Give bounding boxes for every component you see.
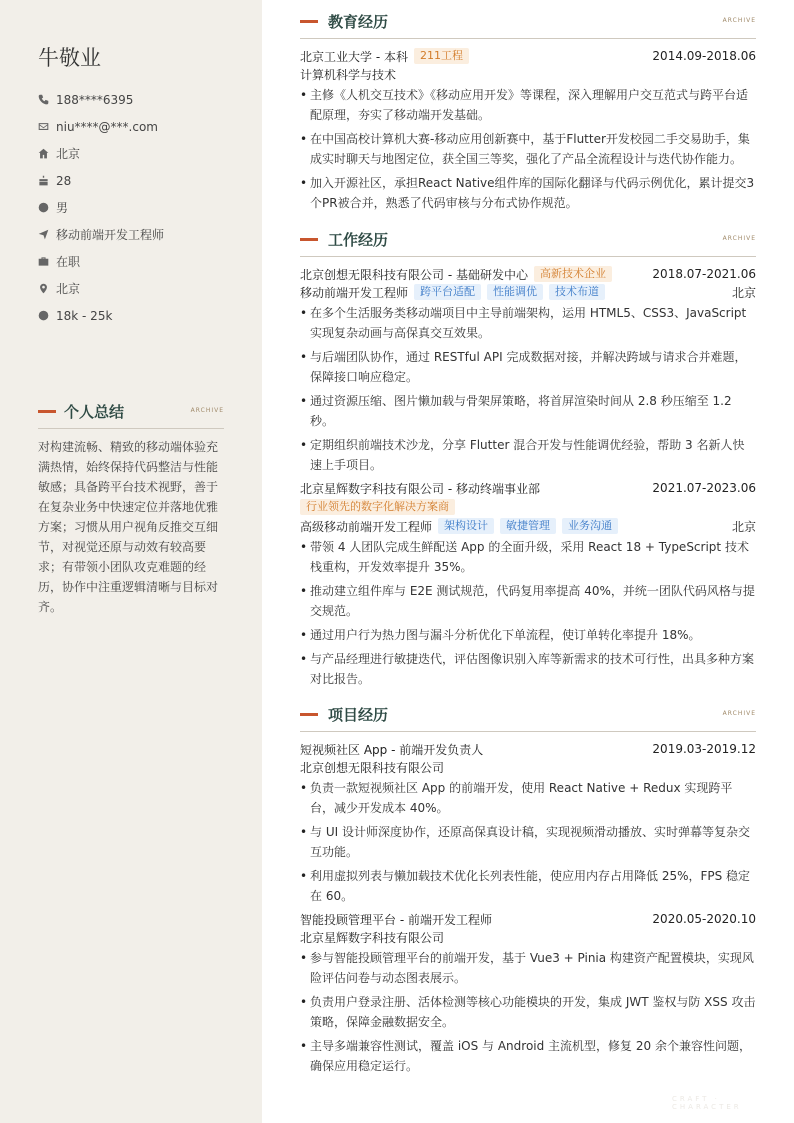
list-item: • 带领 4 人团队完成生鲜配送 App 的全面升级，采用 React 18 + TypeScript 技术栈重构，开发效率提升 35%。 (300, 537, 756, 577)
list-item: • 利用虚拟列表与懒加载技术优化长列表性能，使应用内存占用降低 25%，FPS 稳定在 60。 (300, 866, 756, 906)
section-accent-bar (300, 713, 318, 716)
job-company-row (300, 265, 756, 283)
location-value: 北京 (56, 282, 81, 296)
list-item: • 定期组织前端技术沙龙，分享 Flutter 混合开发与性能调优经验，帮助 3 名新人快速上手项目。 (300, 435, 756, 475)
info-location (38, 275, 228, 302)
position-value: 移动前端开发工程师 (56, 228, 165, 242)
skill-tag: 跨平台适配 (414, 284, 481, 300)
education-date: 2014.09-2018.06 (652, 49, 756, 63)
skill-tag: 性能调优 (487, 284, 543, 300)
project-name: 短视频社区 App - 前端开发负责人 (300, 742, 484, 757)
salary-icon (38, 310, 56, 321)
watermark: CRAFT · CHARACTER (672, 1095, 742, 1111)
gender-value: 男 (56, 201, 69, 215)
skill-tag: 架构设计 (438, 518, 494, 534)
briefcase-icon (38, 256, 56, 267)
cake-icon (38, 175, 56, 186)
info-home (38, 140, 228, 167)
projects-header (300, 704, 756, 732)
list-item: • 通过用户行为热力图与漏斗分析优化下单流程，使订单转化率提升 18%。 (300, 625, 756, 645)
job-company: 北京星辉数字科技有限公司 - 移动终端事业部 (300, 481, 540, 496)
list-item: • 与 UI 设计师深度协作，还原高保真设计稿，实现视频滑动播放、实时弹幕等复杂交互功能。 (300, 822, 756, 862)
gender-icon (38, 202, 56, 213)
section-accent-bar (38, 410, 56, 413)
project-row (300, 910, 756, 928)
archive-label: ARCHIVE (722, 235, 756, 242)
job-role: 移动前端开发工程师 (300, 285, 409, 300)
project-company-row (300, 758, 756, 776)
education-title: 教育经历 (328, 13, 389, 31)
work-title: 工作经历 (328, 231, 389, 249)
work-section (300, 229, 756, 693)
project-company-row (300, 928, 756, 946)
projects-section (300, 704, 756, 1080)
mail-icon (38, 121, 56, 132)
summary-header (38, 401, 224, 429)
project-company: 北京创想无限科技有限公司 (300, 760, 445, 775)
list-item: • 通过资源压缩、图片懒加载与骨架屏策略，将首屏渲染时间从 2.8 秒压缩至 1.2 秒。 (300, 391, 756, 431)
education-header (300, 11, 756, 39)
list-item: • 负责用户登录注册、活体检测等核心功能模块的开发，集成 JWT 鉴权与防 XSS 攻击策略，保障金融数据安全。 (300, 992, 756, 1032)
phone-value: 188****6395 (56, 92, 134, 107)
job-date: 2018.07-2021.06 (652, 267, 756, 281)
project-date: 2020.05-2020.10 (652, 912, 756, 926)
skill-tag: 敏捷管理 (500, 518, 556, 534)
archive-label: ARCHIVE (722, 710, 756, 717)
job-role-row (300, 517, 756, 535)
project-bullets (300, 778, 756, 906)
company-tag: 高新技术企业 (534, 266, 612, 282)
summary-text: 对构建流畅、精致的移动端体验充满热情，始终保持代码整洁与性能敏感；具备跨平台技术视野，善于在复杂业务中快速定位并落地优雅方案；习惯从用户视角反推交互细节，对视觉还原与动效有较高要求；有带领小团队攻克难题的经历，协作中注重逻辑清晰与目标对齐。 (38, 440, 219, 614)
project-bullets (300, 948, 756, 1076)
education-row (300, 47, 756, 65)
send-icon (38, 229, 56, 240)
list-item: • 主导多端兼容性测试，覆盖 iOS 与 Android 主流机型，修复 20 余个兼容性问题，确保应用稳定运行。 (300, 1036, 756, 1076)
major-name: 计算机科学与技术 (300, 67, 397, 82)
school-tag: 211工程 (414, 48, 469, 64)
phone-icon (38, 94, 56, 105)
job-company: 北京创想无限科技有限公司 - 基础研发中心 (300, 267, 528, 282)
list-item: • 加入开源社区，承担React Native组件库的国际化翻译与代码示例优化，累计提交3个PR被合并，熟悉了代码审核与分布式协作规范。 (300, 173, 756, 213)
job-bullets (300, 537, 756, 689)
home-icon (38, 148, 56, 159)
project-company: 北京星辉数字科技有限公司 (300, 930, 445, 945)
job-role-row (300, 283, 756, 301)
salary-value: 18k - 25k (56, 308, 113, 323)
archive-label: ARCHIVE (190, 407, 224, 414)
info-position (38, 221, 228, 248)
skill-tag: 业务沟通 (562, 518, 618, 534)
school-name: 北京工业大学 - 本科 (300, 49, 408, 64)
job-role: 高级移动前端开发工程师 (300, 519, 433, 534)
job-date: 2021.07-2023.06 (652, 481, 756, 495)
education-bullets (300, 85, 756, 213)
skill-tag: 技术布道 (549, 284, 605, 300)
list-item: • 参与智能投顾管理平台的前端开发，基于 Vue3 + Pinia 构建资产配置模块，实现风险评估问卷与动态图表展示。 (300, 948, 756, 988)
info-age (38, 167, 228, 194)
section-accent-bar (300, 20, 318, 23)
status-value: 在职 (56, 255, 81, 269)
section-accent-bar (300, 238, 318, 241)
age-value: 28 (56, 173, 72, 188)
email-value: niu****@***.com (56, 119, 158, 134)
list-item: • 负责一款短视频社区 App 的前端开发，使用 React Native + Redux 实现跨平台，减少开发成本 40%。 (300, 778, 756, 818)
candidate-name: 牛敬业 (38, 46, 101, 70)
summary-title: 个人总结 (64, 403, 125, 421)
education-section (300, 11, 756, 217)
info-salary (38, 302, 228, 329)
contact-info-list (38, 86, 228, 329)
list-item: • 推动建立组件库与 E2E 测试规范，代码复用率提高 40%，并统一团队代码风格与提交规范。 (300, 581, 756, 621)
info-email (38, 113, 228, 140)
work-header (300, 229, 756, 257)
major-row (300, 65, 756, 83)
info-phone (38, 86, 228, 113)
list-item: • 在多个生活服务类移动端项目中主导前端架构，运用 HTML5、CSS3、JavaScript 实现复杂动画与高保真交互效果。 (300, 303, 756, 343)
list-item: • 与产品经理进行敏捷迭代，评估图像识别入库等新需求的技术可行性，出具多种方案对比报告。 (300, 649, 756, 689)
sidebar (0, 0, 262, 1123)
company-tag: 行业领先的数字化解决方案商 (300, 499, 455, 515)
projects-title: 项目经历 (328, 706, 389, 724)
project-date: 2019.03-2019.12 (652, 742, 756, 756)
info-gender (38, 194, 228, 221)
list-item: • 主修《人机交互技术》《移动应用开发》等课程，深入理解用户交互范式与跨平台适配原理，夯实了移动端开发基础。 (300, 85, 756, 125)
job-bullets (300, 303, 756, 475)
list-item: • 在中国高校计算机大赛-移动应用创新赛中，基于Flutter开发校园二手交易助手，集成实时聊天与地图定位，获全国三等奖，强化了产品全流程设计与迭代协作能力。 (300, 129, 756, 169)
job-company-row (300, 479, 756, 497)
project-row (300, 740, 756, 758)
location-icon (38, 283, 56, 294)
archive-label: ARCHIVE (722, 17, 756, 24)
job-city: 北京 (731, 519, 756, 534)
list-item: • 与后端团队协作，通过 RESTful API 完成数据对接，并解决跨域与请求合并难题，保障接口响应稳定。 (300, 347, 756, 387)
home-value: 北京 (56, 147, 81, 161)
company-tag-row (300, 497, 756, 517)
project-name: 智能投顾管理平台 - 前端开发工程师 (300, 912, 492, 927)
info-status (38, 248, 228, 275)
job-city: 北京 (731, 285, 756, 300)
